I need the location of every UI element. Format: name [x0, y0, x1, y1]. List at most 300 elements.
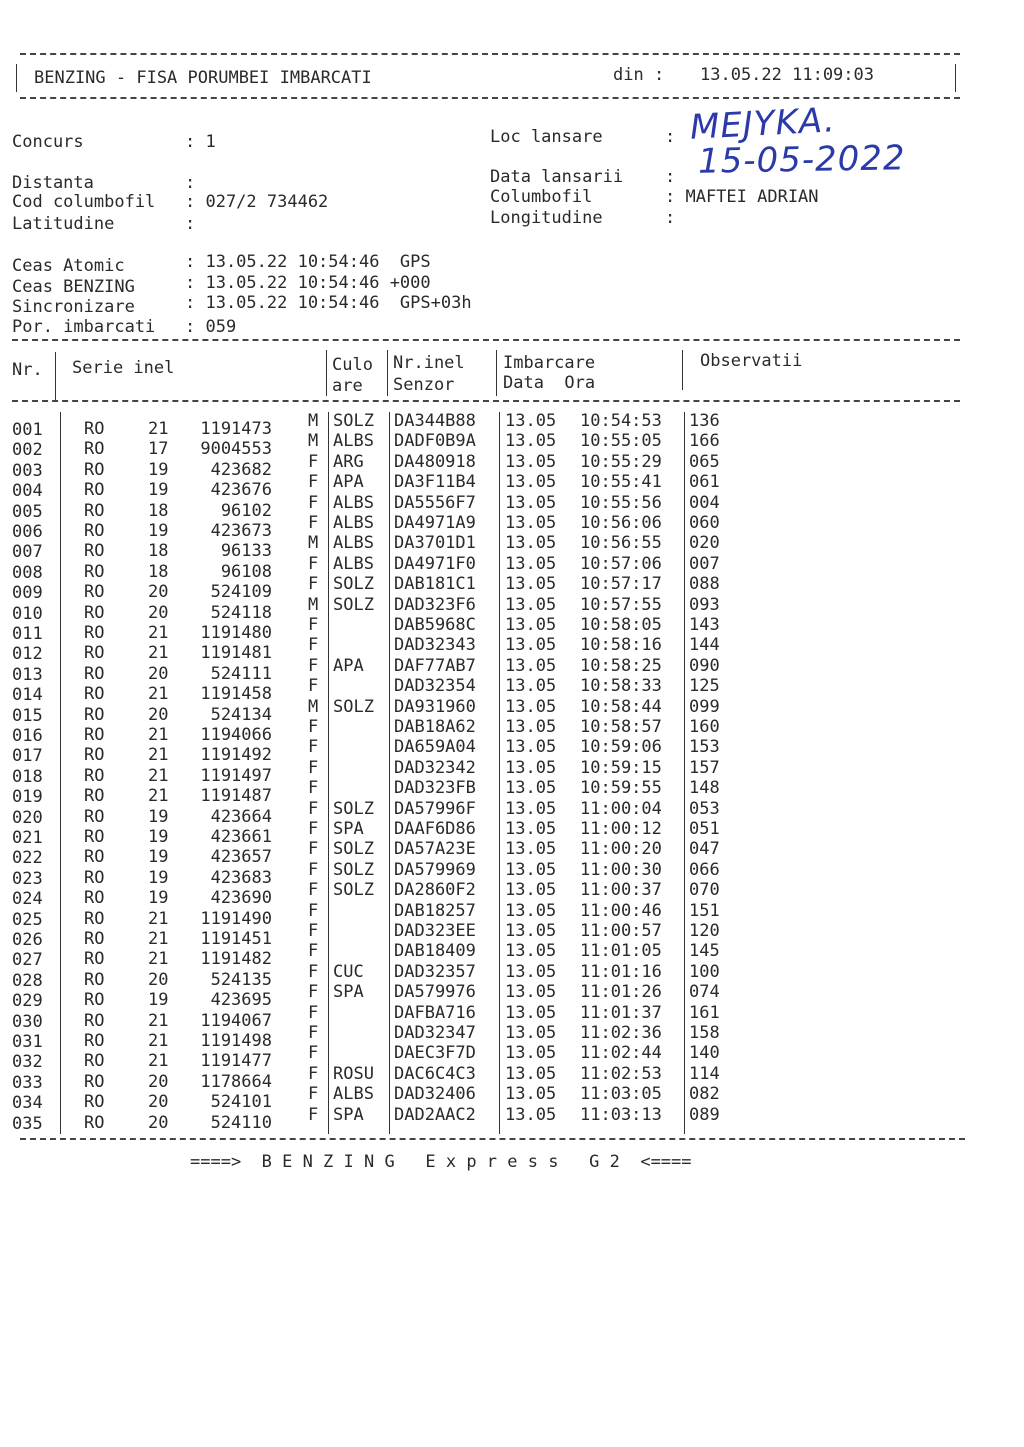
cell-date: 13.05 [505, 961, 557, 982]
latitudine-value: : [185, 214, 196, 234]
cell-country: RO [84, 480, 105, 501]
cell-year: 20 [148, 969, 169, 990]
cell-time: 10:58:57 [580, 717, 662, 737]
cell-country: RO [84, 725, 105, 745]
cell-sensor: DAD32357 [394, 961, 476, 982]
cell-observatii: 151 [689, 900, 720, 921]
table-row [0, 778, 760, 808]
cell-country: RO [84, 1031, 105, 1051]
cell-country: RO [84, 786, 105, 807]
sincronizare-label: Sincronizare [12, 297, 135, 317]
data-lansarii-label: Data lansarii [490, 167, 624, 187]
cell-year: 21 [148, 786, 169, 807]
table-row [0, 696, 760, 726]
cell-nr: 010 [12, 603, 43, 624]
cell-color: ALBS [333, 533, 374, 554]
cell-time: 10:58:05 [580, 615, 662, 635]
cell-time: 10:57:06 [580, 553, 662, 574]
cell-nr: 016 [12, 726, 43, 746]
cell-observatii: 047 [689, 839, 720, 860]
cell-nr: 007 [12, 542, 43, 563]
cell-sensor: DAD32342 [394, 757, 476, 778]
concurs-label: Concurs [12, 132, 84, 152]
cell-sensor: DAB18409 [394, 941, 476, 962]
cell-year: 20 [148, 582, 169, 603]
cell-sensor: DA5556F7 [394, 492, 476, 513]
table-header-rule [12, 400, 960, 402]
table-row [0, 819, 760, 848]
table-row [0, 1023, 760, 1052]
cell-time: 11:00:57 [580, 921, 662, 941]
cell-country: RO [84, 1071, 105, 1092]
table-row [0, 1084, 760, 1114]
col-header-nrinel-1: Nr.inel [393, 353, 465, 373]
cell-nr: 019 [12, 787, 43, 808]
cell-year: 19 [148, 867, 169, 888]
cell-observatii: 166 [689, 431, 720, 452]
cell-nr: 011 [12, 624, 43, 644]
cell-time: 11:03:13 [580, 1104, 662, 1125]
cell-date: 13.05 [505, 819, 557, 839]
cell-country: RO [84, 888, 105, 909]
cell-year: 21 [148, 643, 169, 664]
cell-country: RO [84, 745, 105, 766]
cell-sensor: DA3701D1 [394, 533, 476, 554]
longitudine-label: Longitudine [490, 208, 603, 228]
cell-ring-number: 524101 [210, 1092, 272, 1113]
cell-time: 10:55:05 [580, 431, 662, 452]
cell-ring-number: 423661 [210, 827, 272, 847]
cell-year: 21 [148, 1051, 169, 1072]
cell-observatii: 053 [689, 798, 720, 819]
cell-date: 13.05 [505, 737, 557, 758]
cell-nr: 028 [12, 970, 43, 991]
cell-time: 10:58:16 [580, 635, 662, 656]
porumbei-imbarcati-label: Por. imbarcati [12, 317, 156, 337]
cell-date: 13.05 [505, 472, 557, 493]
cell-date: 13.05 [505, 839, 557, 860]
cell-ring-number: 1191487 [200, 786, 272, 807]
table-row [0, 492, 760, 522]
col-header-nrinel-2: Senzor [393, 375, 455, 395]
loc-lansare-label: Loc lansare [490, 127, 603, 147]
cell-year: 21 [148, 419, 169, 439]
table-row [0, 982, 760, 1012]
table-row [0, 513, 760, 542]
cell-ring-number: 423682 [210, 459, 272, 480]
cell-nr: 015 [12, 705, 43, 726]
cell-ring-number: 1191451 [200, 929, 272, 949]
cell-country: RO [84, 827, 105, 847]
cell-color: SPA [333, 1104, 364, 1125]
cell-year: 21 [148, 1031, 169, 1051]
cell-year: 18 [148, 500, 169, 521]
table-top-rule [12, 339, 960, 341]
cell-sex: F [308, 615, 319, 635]
cell-date: 13.05 [505, 533, 557, 554]
cell-date: 13.05 [505, 859, 557, 880]
cell-nr: 009 [12, 583, 43, 604]
cell-observatii: 066 [689, 859, 720, 880]
cell-date: 13.05 [505, 553, 557, 574]
table-row [0, 757, 760, 787]
cell-time: 11:02:53 [580, 1063, 662, 1084]
cell-country: RO [84, 419, 105, 439]
cell-date: 13.05 [505, 1023, 557, 1043]
cell-observatii: 148 [689, 778, 720, 799]
cell-country: RO [84, 949, 105, 970]
cell-ring-number: 1191497 [200, 765, 272, 786]
cell-observatii: 160 [689, 717, 720, 737]
cell-time: 10:58:44 [580, 696, 662, 717]
cell-sex: F [308, 472, 319, 493]
table-row [0, 961, 760, 991]
cell-color: CUC [333, 961, 364, 982]
cell-color: APA [333, 472, 364, 493]
cell-year: 20 [148, 704, 169, 725]
cell-sex: F [308, 982, 319, 1003]
cell-color: SPA [333, 982, 364, 1003]
cell-observatii: 074 [689, 982, 720, 1003]
cell-ring-number: 423673 [210, 521, 272, 541]
cell-color: ALBS [333, 431, 374, 452]
table-row [0, 411, 760, 440]
cell-date: 13.05 [505, 982, 557, 1003]
cell-sex: F [308, 880, 319, 901]
cell-sensor: DA57A23E [394, 839, 476, 860]
top-dashed-rule [20, 53, 960, 55]
cell-sensor: DAD32406 [394, 1084, 476, 1105]
cell-date: 13.05 [505, 1104, 557, 1125]
cell-country: RO [84, 990, 105, 1011]
cell-time: 10:58:25 [580, 655, 662, 676]
cell-ring-number: 1194066 [200, 725, 272, 745]
cell-ring-number: 423690 [210, 888, 272, 909]
cell-date: 13.05 [505, 635, 557, 656]
cell-time: 10:55:29 [580, 451, 662, 472]
cell-year: 21 [148, 745, 169, 766]
table-row [0, 574, 760, 604]
cell-sensor: DAD32347 [394, 1023, 476, 1043]
col-header-culoare-2: are [332, 376, 363, 396]
columbofil-value: : MAFTEI ADRIAN [665, 187, 819, 207]
cell-year: 21 [148, 908, 169, 929]
cell-sex: F [308, 1063, 319, 1084]
cell-nr: 032 [12, 1052, 43, 1073]
cell-sensor: DA57996F [394, 798, 476, 819]
cell-sex: M [308, 696, 319, 717]
cell-nr: 034 [12, 1093, 43, 1114]
header-divider-5 [682, 350, 683, 390]
cell-time: 10:57:17 [580, 574, 662, 595]
cell-sensor: DA4971F0 [394, 553, 476, 574]
header-divider-1 [55, 352, 56, 402]
cell-country: RO [84, 908, 105, 929]
cell-observatii: 145 [689, 941, 720, 962]
header-divider-4 [496, 350, 497, 396]
cell-observatii: 065 [689, 451, 720, 472]
cell-sensor: DAB181C1 [394, 574, 476, 595]
cell-ring-number: 1191492 [200, 745, 272, 766]
cell-date: 13.05 [505, 880, 557, 901]
table-row [0, 615, 760, 644]
cell-observatii: 143 [689, 615, 720, 635]
cell-ring-number: 1178664 [200, 1071, 272, 1092]
cell-sex: F [308, 513, 319, 533]
cell-year: 21 [148, 765, 169, 786]
cell-date: 13.05 [505, 921, 557, 941]
cell-color: SOLZ [333, 411, 374, 431]
cell-ring-number: 524110 [210, 1112, 272, 1133]
ceas-atomic-value: : 13.05.22 10:54:46 GPS [185, 252, 431, 272]
cell-sex: F [308, 961, 319, 982]
cell-country: RO [84, 439, 105, 460]
table-row [0, 921, 760, 950]
cell-ring-number: 1191480 [200, 623, 272, 643]
table-row [0, 594, 760, 624]
cell-observatii: 140 [689, 1043, 720, 1064]
longitudine-value: : [665, 208, 676, 228]
cell-sex: F [308, 1084, 319, 1105]
table-row [0, 676, 760, 706]
cell-nr: 018 [12, 766, 43, 787]
cell-year: 21 [148, 1010, 169, 1031]
cell-sensor: DADF0B9A [394, 431, 476, 452]
cell-color: ALBS [333, 513, 374, 533]
cell-nr: 014 [12, 685, 43, 706]
cod-columbofil-value: : 027/2 734462 [185, 192, 329, 212]
cell-sex: F [308, 635, 319, 656]
cell-country: RO [84, 1051, 105, 1072]
print-date-label: din : [613, 65, 665, 85]
cell-sex: F [308, 859, 319, 880]
cell-sex: F [308, 839, 319, 860]
cell-nr: 024 [12, 889, 43, 910]
cell-color: ALBS [333, 553, 374, 574]
cell-date: 13.05 [505, 615, 557, 635]
cell-country: RO [84, 561, 105, 582]
cell-ring-number: 524118 [210, 602, 272, 623]
cell-sensor: DA2860F2 [394, 880, 476, 901]
cell-country: RO [84, 663, 105, 684]
footer-brand: ====> B E N Z I N G E x p r e s s G 2 <==== [190, 1152, 692, 1172]
cell-time: 10:56:06 [580, 513, 662, 533]
cell-ring-number: 524135 [210, 969, 272, 990]
cell-date: 13.05 [505, 717, 557, 737]
cell-observatii: 020 [689, 533, 720, 554]
cell-time: 11:00:12 [580, 819, 662, 839]
cell-year: 19 [148, 990, 169, 1011]
cell-country: RO [84, 765, 105, 786]
cell-sensor: DAD32354 [394, 676, 476, 697]
cell-country: RO [84, 459, 105, 480]
table-row [0, 737, 760, 767]
cell-time: 11:00:04 [580, 798, 662, 819]
cell-observatii: 161 [689, 1002, 720, 1023]
cell-observatii: 125 [689, 676, 720, 697]
cell-year: 21 [148, 684, 169, 705]
table-row [0, 472, 760, 502]
cell-year: 20 [148, 1092, 169, 1113]
table-row [0, 451, 760, 481]
cell-sensor: DA480918 [394, 451, 476, 472]
cell-year: 19 [148, 827, 169, 847]
cell-ring-number: 423683 [210, 867, 272, 888]
cell-observatii: 136 [689, 411, 720, 431]
cell-sensor: DA3F11B4 [394, 472, 476, 493]
cell-ring-number: 524134 [210, 704, 272, 725]
distanta-value: : [185, 173, 196, 193]
distanta-label: Distanta [12, 173, 94, 193]
cell-date: 13.05 [505, 655, 557, 676]
cell-sensor: DA579976 [394, 982, 476, 1003]
cell-ring-number: 1191498 [200, 1031, 272, 1051]
concurs-value: : 1 [185, 132, 216, 152]
cell-sensor: DAEC3F7D [394, 1043, 476, 1064]
cell-ring-number: 96108 [220, 561, 272, 582]
cell-sensor: DAB18A62 [394, 717, 476, 737]
cell-sex: F [308, 798, 319, 819]
cell-year: 21 [148, 623, 169, 643]
cell-color: SOLZ [333, 880, 374, 901]
sincronizare-value: : 13.05.22 10:54:46 GPS+03h [185, 293, 472, 313]
cell-ring-number: 1191473 [200, 419, 272, 439]
cell-sex: M [308, 533, 319, 554]
col-header-imbarcare-1: Imbarcare [503, 353, 596, 373]
cell-color: APA [333, 655, 364, 676]
cell-time: 11:01:16 [580, 961, 662, 982]
cell-date: 13.05 [505, 778, 557, 799]
cell-sex: F [308, 921, 319, 941]
cell-nr: 033 [12, 1072, 43, 1093]
cell-observatii: 004 [689, 492, 720, 513]
cell-time: 10:58:33 [580, 676, 662, 697]
header-divider-3 [387, 350, 388, 396]
table-row [0, 900, 760, 930]
cell-sensor: DA931960 [394, 696, 476, 717]
cell-observatii: 061 [689, 472, 720, 493]
cell-observatii: 070 [689, 880, 720, 901]
header-left-bar [16, 64, 17, 92]
loc-lansare-value: : [665, 127, 676, 147]
cell-color: ROSU [333, 1063, 374, 1084]
cell-sensor: DAFBA716 [394, 1002, 476, 1023]
cell-observatii: 153 [689, 737, 720, 758]
cell-date: 13.05 [505, 900, 557, 921]
cell-time: 11:02:36 [580, 1023, 662, 1043]
cell-color: SOLZ [333, 798, 374, 819]
cell-ring-number: 423695 [210, 990, 272, 1011]
cell-date: 13.05 [505, 1043, 557, 1064]
cell-year: 21 [148, 929, 169, 949]
cell-color: SOLZ [333, 859, 374, 880]
cell-sex: F [308, 900, 319, 921]
cell-sensor: DA579969 [394, 859, 476, 880]
cell-time: 11:01:37 [580, 1002, 662, 1023]
cell-ring-number: 9004553 [200, 439, 272, 460]
cell-country: RO [84, 684, 105, 705]
cell-observatii: 082 [689, 1084, 720, 1105]
cell-ring-number: 1191481 [200, 643, 272, 664]
cell-sex: F [308, 717, 319, 737]
table-row [0, 798, 760, 828]
cell-nr: 004 [12, 481, 43, 502]
cell-nr: 023 [12, 868, 43, 889]
cell-date: 13.05 [505, 594, 557, 615]
cell-year: 21 [148, 725, 169, 745]
cell-sex: F [308, 655, 319, 676]
cell-ring-number: 423664 [210, 806, 272, 827]
cell-sensor: DA4971A9 [394, 513, 476, 533]
cell-time: 11:00:20 [580, 839, 662, 860]
print-date-value: 13.05.22 11:09:03 [700, 65, 874, 85]
cell-year: 19 [148, 459, 169, 480]
cell-date: 13.05 [505, 1002, 557, 1023]
cell-country: RO [84, 602, 105, 623]
cell-nr: 003 [12, 460, 43, 481]
cell-nr: 029 [12, 991, 43, 1012]
cell-time: 10:55:56 [580, 492, 662, 513]
cell-observatii: 093 [689, 594, 720, 615]
cell-observatii: 051 [689, 819, 720, 839]
cell-observatii: 120 [689, 921, 720, 941]
cell-observatii: 007 [689, 553, 720, 574]
cell-date: 13.05 [505, 411, 557, 431]
cell-sex: F [308, 1023, 319, 1043]
cell-sex: F [308, 676, 319, 697]
cell-date: 13.05 [505, 941, 557, 962]
cell-ring-number: 96102 [220, 500, 272, 521]
cell-nr: 002 [12, 440, 43, 461]
col-header-imbarcare-2: Data Ora [503, 373, 596, 393]
table-row [0, 880, 760, 910]
cell-time: 10:54:53 [580, 411, 662, 431]
cell-sensor: DAD2AAC2 [394, 1104, 476, 1125]
cell-nr: 012 [12, 644, 43, 665]
cell-nr: 031 [12, 1032, 43, 1052]
cell-year: 19 [148, 521, 169, 541]
cell-color: SOLZ [333, 696, 374, 717]
table-row [0, 431, 760, 461]
cell-observatii: 114 [689, 1063, 720, 1084]
ceas-benzing-label: Ceas BENZING [12, 277, 135, 297]
header-bottom-rule [20, 97, 960, 99]
table-row [0, 1043, 760, 1073]
cell-country: RO [84, 847, 105, 868]
cell-sensor: DAF77AB7 [394, 655, 476, 676]
cell-year: 20 [148, 663, 169, 684]
cell-time: 11:00:46 [580, 900, 662, 921]
cell-observatii: 060 [689, 513, 720, 533]
cell-time: 10:56:55 [580, 533, 662, 554]
handwritten-location: MEJYKA. [689, 100, 837, 148]
cell-color: SOLZ [333, 839, 374, 860]
cell-country: RO [84, 806, 105, 827]
cell-color: SOLZ [333, 594, 374, 615]
cell-date: 13.05 [505, 757, 557, 778]
cell-country: RO [84, 623, 105, 643]
document-title: BENZING - FISA PORUMBEI IMBARCATI [34, 68, 372, 88]
cell-nr: 013 [12, 664, 43, 685]
cell-sex: F [308, 757, 319, 778]
cell-country: RO [84, 643, 105, 664]
cell-observatii: 090 [689, 655, 720, 676]
cell-date: 13.05 [505, 1084, 557, 1105]
cell-nr: 030 [12, 1011, 43, 1032]
latitudine-label: Latitudine [12, 214, 115, 234]
cell-sex: F [308, 451, 319, 472]
cell-observatii: 158 [689, 1023, 720, 1043]
